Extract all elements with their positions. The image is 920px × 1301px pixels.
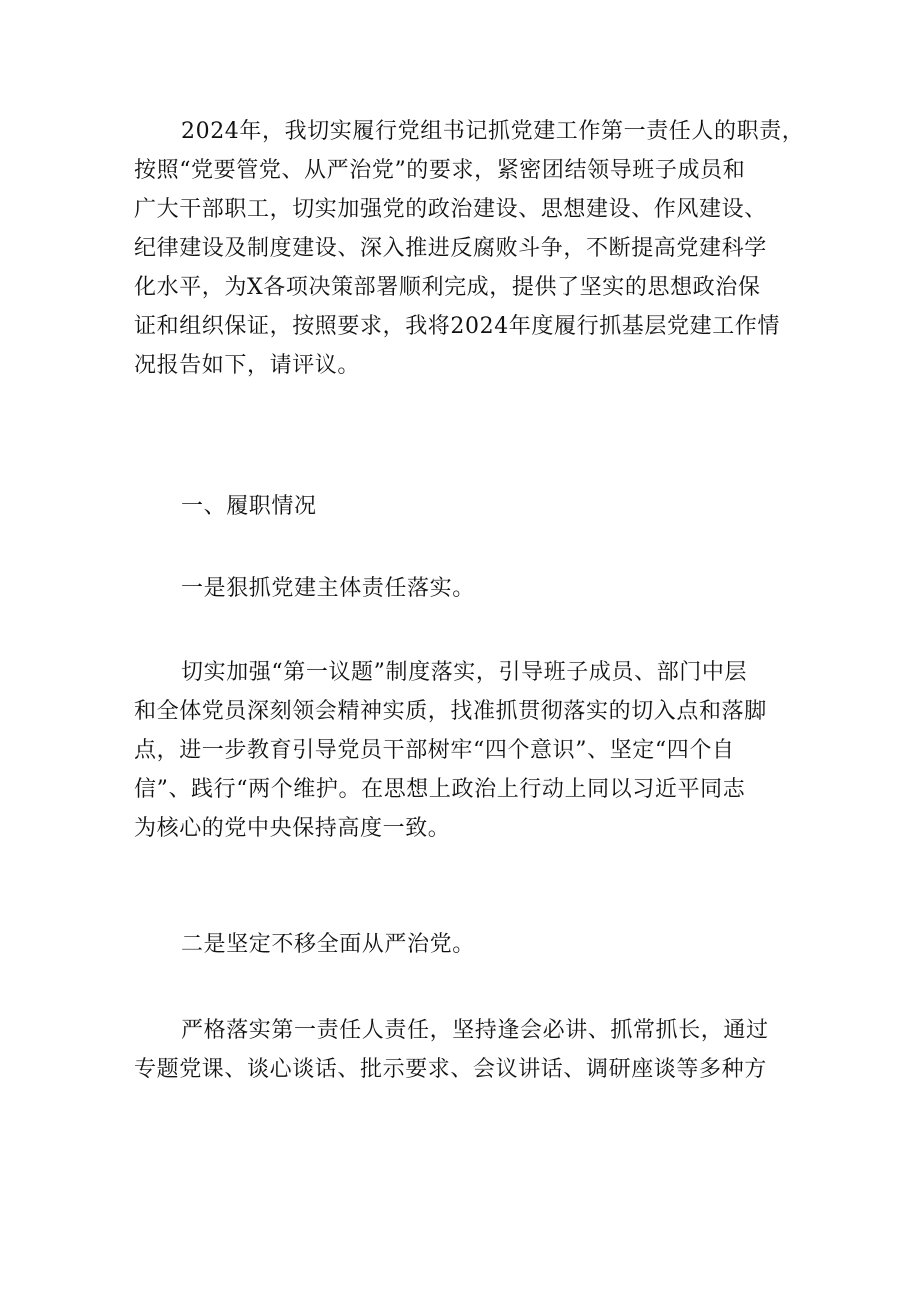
section-heading: 一、履职情况 [181, 494, 317, 519]
intro-line: 广大干部职工，切实加强党的政治建设、思想建设、作风建设、 [134, 197, 767, 222]
section-heading-block [134, 487, 794, 526]
intro-line: 2024年，我切实履行党组书记抓党建工作第一责任人的职责， [181, 119, 805, 144]
intro-line: 况报告如下，请评议。 [134, 353, 361, 378]
item2-line: 专题党课、谈心谈话、批示要求、会议讲话、调研座谈等多种方 [134, 1057, 767, 1082]
intro-line: 化水平，为X各项决策部署顺利完成，提供了坚实的思想政治保 [134, 275, 761, 300]
item1-line: 切实加强“第一议题”制度落实，引导班子成员、部门中层 [181, 660, 748, 685]
item2-heading-block [134, 925, 794, 964]
item-heading: 二是坚定不移全面从严治党。 [181, 932, 475, 957]
item1-paragraph [134, 653, 794, 848]
item-heading: 一是狠抓党建主体责任落实。 [181, 576, 475, 601]
intro-line: 按照“党要管党、从严治党”的要求，紧密团结领导班子成员和 [134, 158, 746, 183]
intro-line: 纪律建设及制度建设、深入推进反腐败斗争，不断提高党建科学 [134, 236, 767, 261]
intro-paragraph [134, 112, 805, 385]
item1-line: 为核心的党中央保持高度一致。 [134, 816, 451, 841]
item1-heading-block [134, 569, 794, 608]
item1-line: 点，进一步教育引导党员干部树牢“四个意识”、坚定“四个自 [134, 738, 735, 763]
intro-line: 证和组织保证，按照要求，我将2024年度履行抓基层党建工作情 [134, 314, 780, 339]
item1-line: 信”、践行“两个维护。在思想上政治上行动上同以习近平同志 [134, 777, 746, 802]
item2-line: 严格落实第一责任人责任，坚持逢会必讲、抓常抓长，通过 [181, 1018, 769, 1043]
item1-line: 和全体党员深刻领会精神实质，找准抓贯彻落实的切入点和落脚 [134, 699, 767, 724]
item2-paragraph [134, 1011, 794, 1089]
